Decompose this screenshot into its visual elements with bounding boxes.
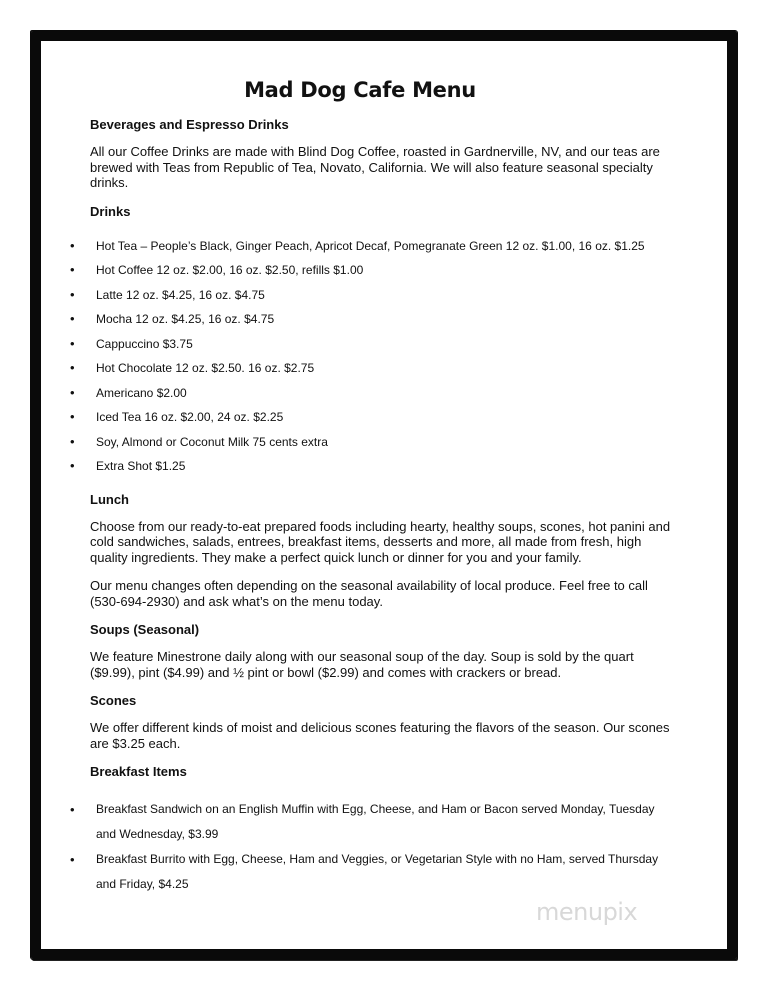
bullet-icon: • xyxy=(70,802,75,817)
bullet-icon: • xyxy=(70,311,75,326)
lunch-paragraph-1: Choose from our ready-to-eat prepared foods including hearty, healthy soups, scones, hot panini and cold sandwiches, salads, entrees, breakfast items, desserts and more, all made from fresh, high quality ingredients. They make a perfect quick lunch or dinner for you and your family. xyxy=(90,518,671,565)
drink-item-text: Hot Coffee 12 oz. $2.00, 16 oz. $2.50, refills $1.00 xyxy=(96,263,364,277)
list-item xyxy=(70,847,666,897)
beverages-description: All our Coffee Drinks are made with Blind Dog Coffee, roasted in Gardnerville, NV, and our teas are brewed with Teas from Republic of Tea, Novato, California. We will also feature seasonal specialty drinks. xyxy=(90,144,660,190)
drinks-heading: Drinks xyxy=(90,203,131,219)
bullet-icon: • xyxy=(70,852,75,867)
scones-description: We offer different kinds of moist and delicious scones featuring the flavors of the season. Our scones are $3.25 each. xyxy=(90,720,670,751)
soups-heading: Soups (Seasonal) xyxy=(90,622,200,637)
bullet-icon: • xyxy=(70,409,75,424)
list-item xyxy=(70,435,690,460)
lunch-heading: Lunch xyxy=(90,491,129,507)
soups-description: We feature Minestrone daily along with our seasonal soup of the day. Soup is sold by the quart ($9.99), pint ($4.99) and ½ pint or bowl ($2.99) and comes with crackers or bread. xyxy=(90,649,634,680)
bullet-icon: • xyxy=(70,384,75,400)
lunch-paragraph-2: Our menu changes often depending on the seasonal availability of local produce. Feel free to call (530-694-2930) and ask what’s on the menu today. xyxy=(90,578,648,609)
drink-item-text: Iced Tea 16 oz. $2.00, 24 oz. $2.25 xyxy=(96,410,284,424)
drink-item-text: Americano $2.00 xyxy=(96,385,187,400)
drink-item-text: Cappuccino $3.75 xyxy=(96,336,193,351)
drink-item-text: Hot Tea – People’s Black, Ginger Peach, Apricot Decaf, Pomegranate Green 12 oz. $1.00, 16 oz. $1.25 xyxy=(96,238,645,253)
bullet-icon: • xyxy=(70,458,75,473)
drinks-list xyxy=(70,239,690,484)
bullet-icon: • xyxy=(70,433,75,449)
list-item xyxy=(70,797,666,847)
breakfast-item-text: Breakfast Burrito with Egg, Cheese, Ham and Veggies, or Vegetarian Style with no Ham, served Thursday and Friday, $4.25 xyxy=(96,852,659,891)
list-item xyxy=(70,386,690,411)
list-item xyxy=(70,361,690,386)
list-item xyxy=(70,410,690,435)
bullet-icon: • xyxy=(70,360,75,375)
list-item xyxy=(70,459,690,484)
drink-item-text: Soy, Almond or Coconut Milk 75 cents extra xyxy=(96,434,328,449)
list-item xyxy=(70,288,690,313)
watermark-logo: menupix xyxy=(536,898,638,926)
list-item xyxy=(70,263,690,288)
bullet-icon: • xyxy=(70,335,75,351)
list-item xyxy=(70,337,690,362)
menu-content xyxy=(70,78,690,905)
bullet-icon: • xyxy=(70,237,75,253)
bullet-icon: • xyxy=(70,262,75,277)
beverages-heading: Beverages and Espresso Drinks xyxy=(90,117,289,132)
breakfast-list xyxy=(70,797,690,897)
drink-item-text: Mocha 12 oz. $4.25, 16 oz. $4.75 xyxy=(96,312,275,326)
drink-item-text: Hot Chocolate 12 oz. $2.50. 16 oz. $2.75 xyxy=(96,361,315,375)
page-title: Mad Dog Cafe Menu xyxy=(244,78,476,102)
drink-item-text: Extra Shot $1.25 xyxy=(96,459,186,473)
scones-heading: Scones xyxy=(90,693,137,708)
drink-item-text: Latte 12 oz. $4.25, 16 oz. $4.75 xyxy=(96,287,265,302)
breakfast-heading: Breakfast Items xyxy=(90,764,187,779)
breakfast-item-text: Breakfast Sandwich on an English Muffin with Egg, Cheese, and Ham or Bacon served Monday, Tuesday and Wednesday, $3.99 xyxy=(96,802,655,841)
list-item xyxy=(70,312,690,337)
bullet-icon: • xyxy=(70,286,75,302)
list-item xyxy=(70,239,690,264)
